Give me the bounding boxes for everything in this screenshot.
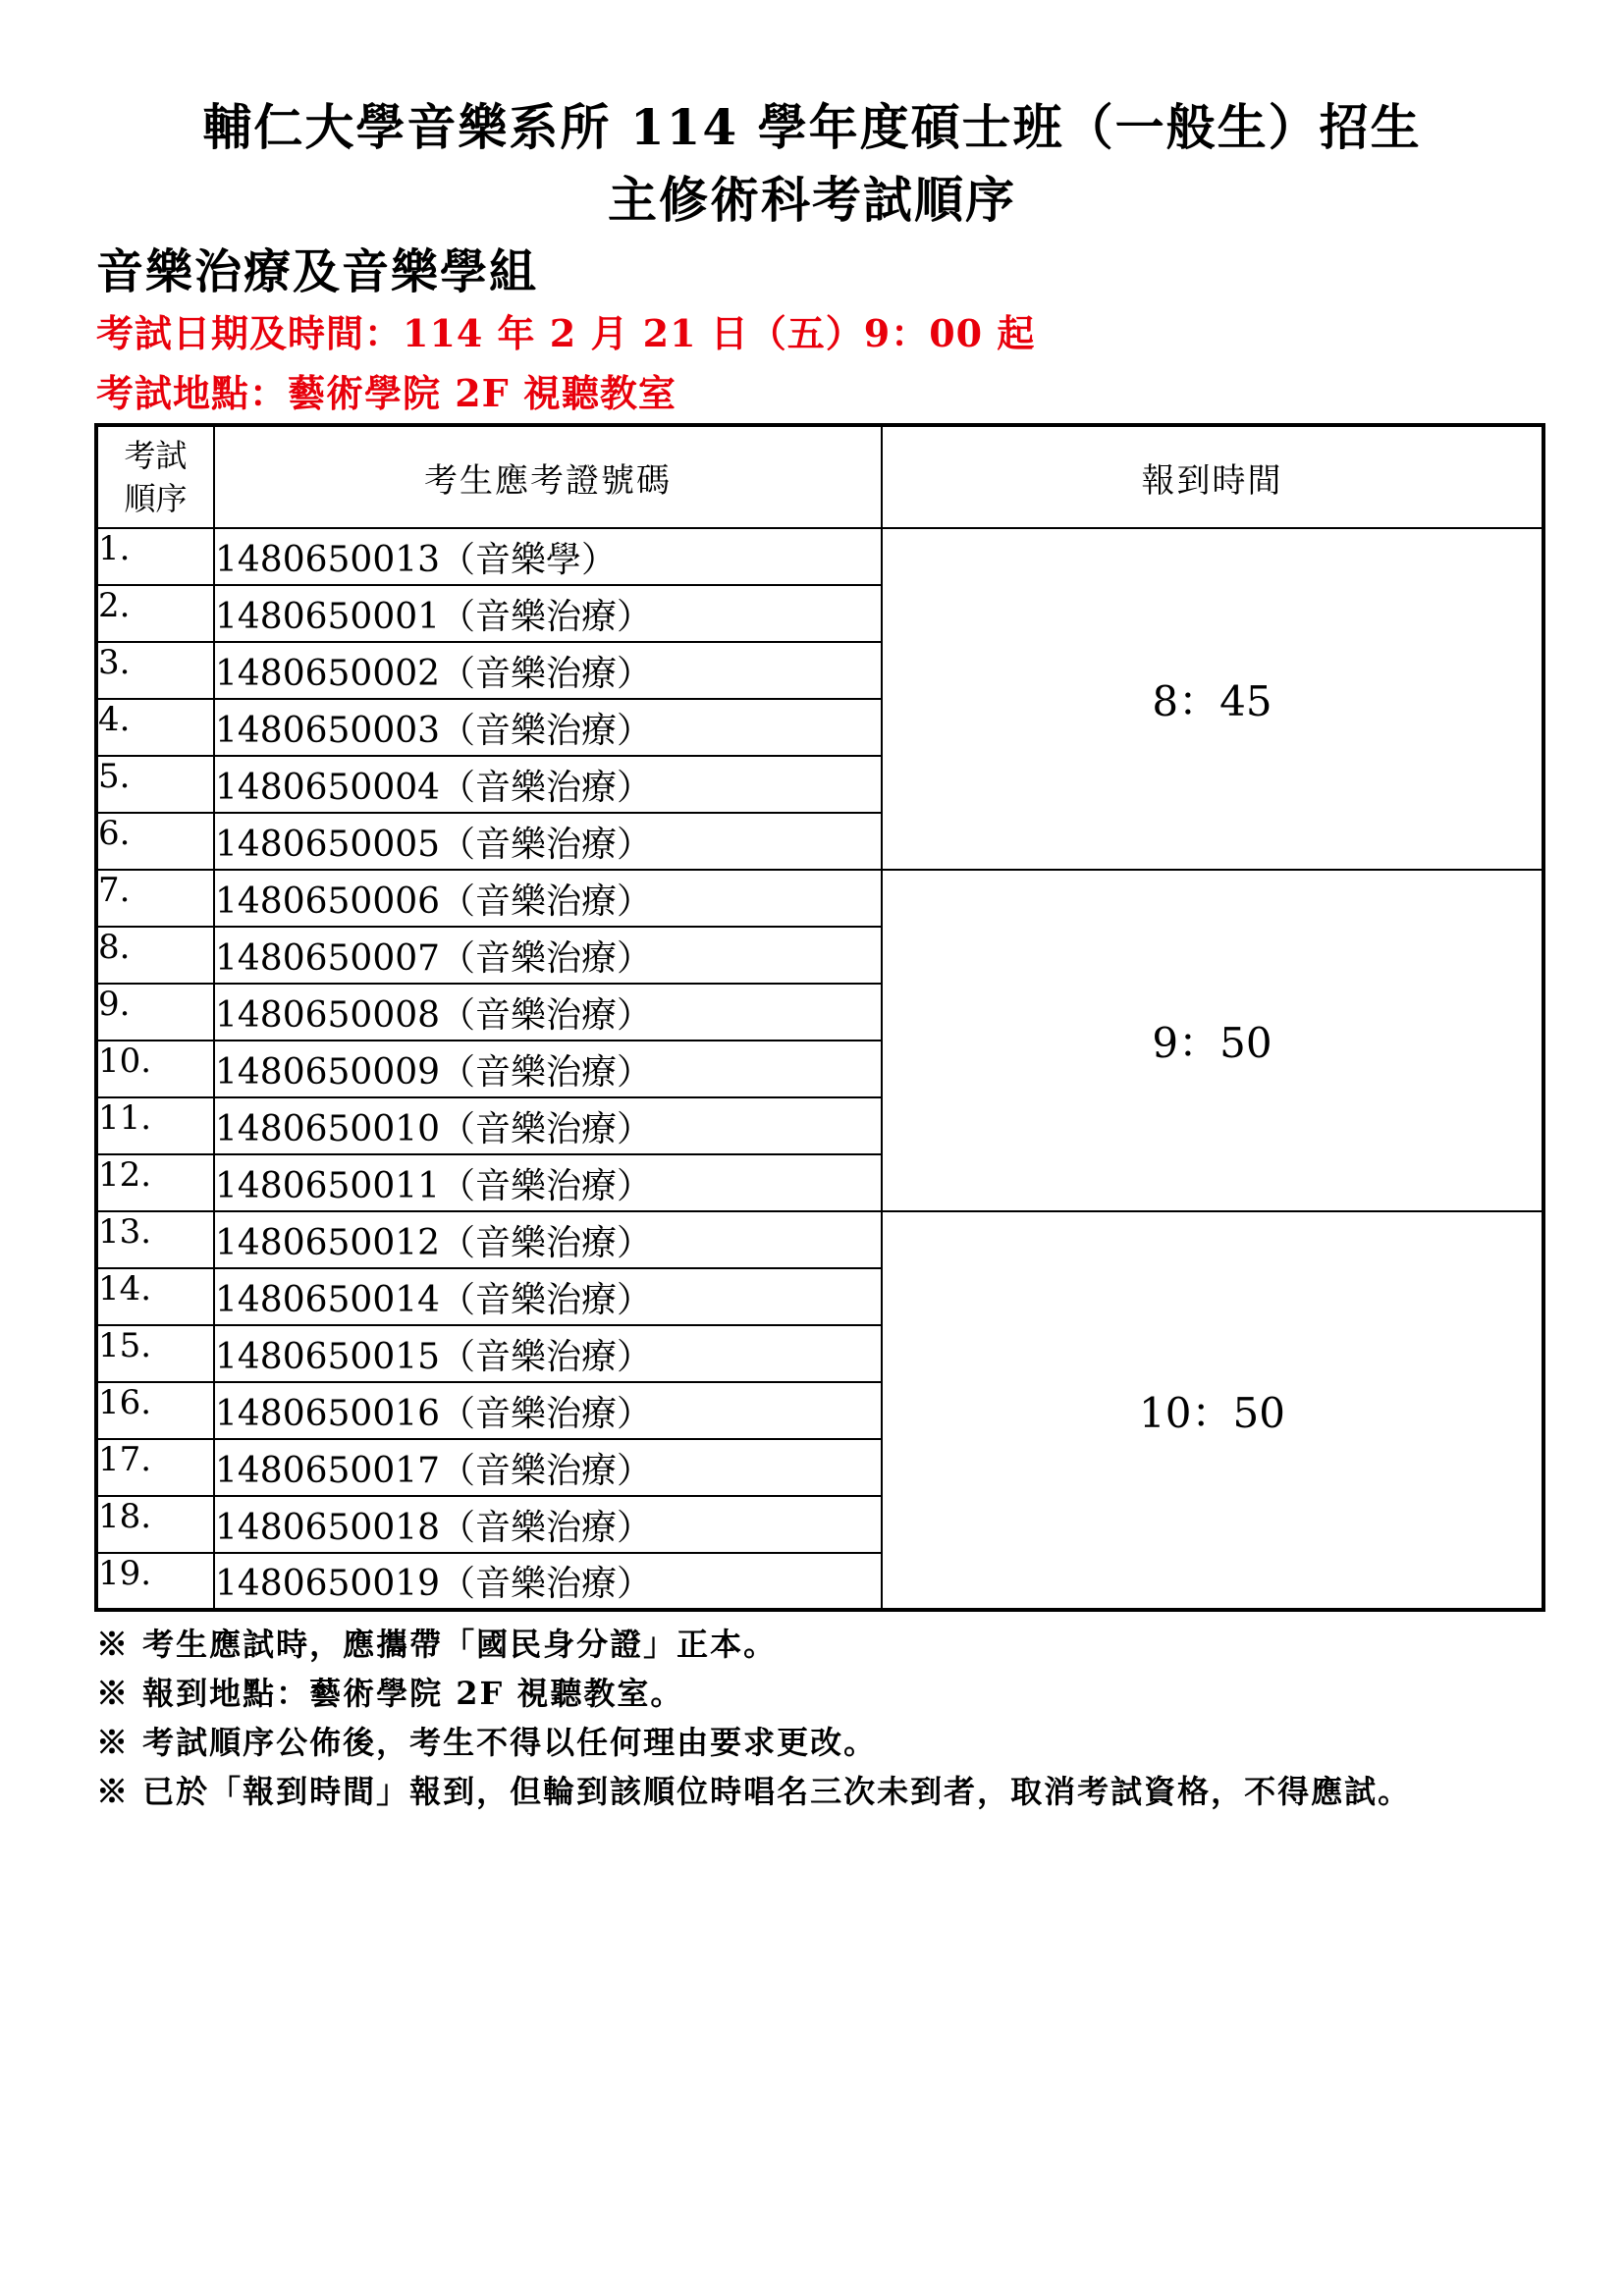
document-subtitle: 主修術科考試順序: [608, 171, 1016, 229]
table-row: [96, 870, 1543, 927]
exam-seq-cell: 17.: [96, 1439, 214, 1496]
report-time-cell: 9：50: [882, 870, 1543, 1211]
candidate-id-cell: 1480650004（音樂治療）: [214, 756, 882, 813]
header-report-time: 報到時間: [882, 425, 1543, 528]
header-exam-order-line2: 順序: [124, 480, 188, 517]
candidate-id-cell: 1480650007（音樂治療）: [214, 927, 882, 984]
table-header-row: [96, 425, 1543, 528]
document-title: 輔仁大學音樂系所 114 學年度碩士班（一般生）招生: [202, 98, 1422, 156]
table-row: [96, 1211, 1543, 1268]
note-item: ※ 考試順序公佈後，考生不得以任何理由要求更改。: [96, 1724, 878, 1761]
exam-seq-cell: 4.: [96, 699, 214, 756]
header-exam-order-line1: 考試: [124, 437, 188, 474]
exam-seq-cell: 3.: [96, 642, 214, 699]
exam-seq-cell: 16.: [96, 1382, 214, 1439]
table-row: [96, 528, 1543, 585]
candidate-id-cell: 1480650009（音樂治療）: [214, 1041, 882, 1097]
candidate-id-cell: 1480650015（音樂治療）: [214, 1325, 882, 1382]
exam-seq-cell: 15.: [96, 1325, 214, 1382]
candidate-id-cell: 1480650019（音樂治療）: [214, 1553, 882, 1610]
note-item: ※ 考生應試時，應攜帶「國民身分證」正本。: [96, 1626, 778, 1663]
exam-seq-cell: 9.: [96, 984, 214, 1041]
report-time-cell: 10：50: [882, 1211, 1543, 1610]
exam-seq-cell: 13.: [96, 1211, 214, 1268]
exam-seq-cell: 7.: [96, 870, 214, 927]
exam-seq-cell: 8.: [96, 927, 214, 984]
exam-seq-cell: 2.: [96, 585, 214, 642]
group-name: 音樂治療及音樂學組: [96, 244, 539, 299]
exam-datetime: 考試日期及時間：114 年 2 月 21 日（五）9：00 起: [96, 311, 1036, 355]
exam-seq-cell: 18.: [96, 1496, 214, 1553]
exam-seq-cell: 6.: [96, 813, 214, 870]
candidate-id-cell: 1480650002（音樂治療）: [214, 642, 882, 699]
notes-section: [96, 1620, 1411, 1816]
exam-seq-cell: 14.: [96, 1268, 214, 1325]
candidate-id-cell: 1480650018（音樂治療）: [214, 1496, 882, 1553]
exam-seq-cell: 11.: [96, 1097, 214, 1154]
note-item: ※ 已於「報到時間」報到，但輪到該順位時唱名三次未到者，取消考試資格，不得應試。: [96, 1773, 1412, 1810]
header-candidate-id: 考生應考證號碼: [214, 425, 882, 528]
candidate-id-cell: 1480650012（音樂治療）: [214, 1211, 882, 1268]
exam-seq-cell: 5.: [96, 756, 214, 813]
candidate-id-cell: 1480650008（音樂治療）: [214, 984, 882, 1041]
exam-seq-cell: 12.: [96, 1154, 214, 1211]
report-time-cell: 8：45: [882, 528, 1543, 870]
exam-order-table: [94, 423, 1545, 1612]
note-item: ※ 報到地點：藝術學院 2F 視聽教室。: [96, 1675, 684, 1712]
candidate-id-cell: 1480650001（音樂治療）: [214, 585, 882, 642]
candidate-id-cell: 1480650005（音樂治療）: [214, 813, 882, 870]
candidate-id-cell: 1480650013（音樂學）: [214, 528, 882, 585]
exam-seq-cell: 19.: [96, 1553, 214, 1610]
header-exam-order: [96, 425, 214, 528]
candidate-id-cell: 1480650006（音樂治療）: [214, 870, 882, 927]
exam-seq-cell: 1.: [96, 528, 214, 585]
candidate-id-cell: 1480650014（音樂治療）: [214, 1268, 882, 1325]
candidate-id-cell: 1480650011（音樂治療）: [214, 1154, 882, 1211]
candidate-id-cell: 1480650003（音樂治療）: [214, 699, 882, 756]
candidate-id-cell: 1480650017（音樂治療）: [214, 1439, 882, 1496]
exam-location: 考試地點：藝術學院 2F 視聽教室: [96, 371, 677, 415]
candidate-id-cell: 1480650016（音樂治療）: [214, 1382, 882, 1439]
candidate-id-cell: 1480650010（音樂治療）: [214, 1097, 882, 1154]
exam-seq-cell: 10.: [96, 1041, 214, 1097]
